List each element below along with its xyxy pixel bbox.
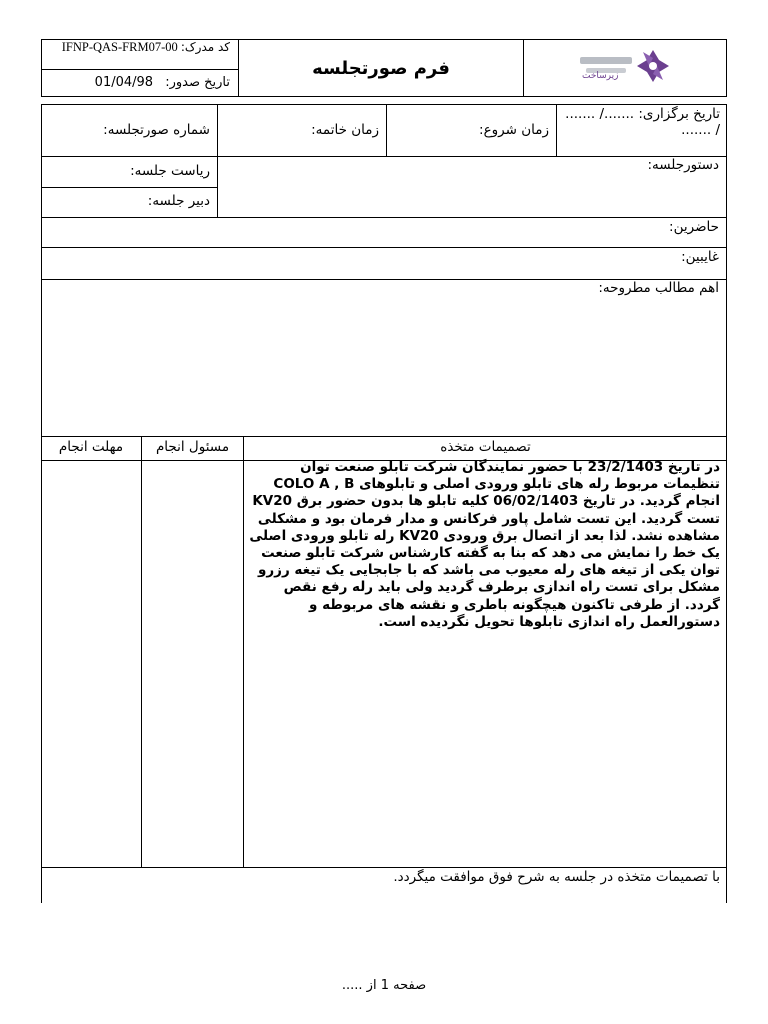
document-code: [41, 39, 238, 70]
meeting-date-field: [560, 106, 720, 154]
end-time-label: زمان خاتمه:: [311, 122, 379, 138]
absentees-label: غایبین:: [681, 249, 719, 265]
page-number: صفحه 1 از .....: [341, 978, 427, 993]
issue-date-label: تاریخ صدور:: [165, 75, 230, 90]
decisions-body: در تاریخ 23/2/1403 با حضور نمایندگان شرکت تابلو صنعت توان تنظیمات مربوط رله های تابلو ورودی اصلی و تابلوهای COLO A , B انجام گردید. در تاریخ 06/02/1403 کلیه تابلو ها بدون حضور برق KV20 تست گردید. این تست شامل پاور فرکانس و مدار فرمان بود و مشکلی مشاهده نشد. لذا بعد از اتصال برق ورودی KV20 رله تابلو ورودی اصلی یک خط را نمایش می دهد که بنا به گفته کارشناس شرکت تابلو صنعت توان یکی از تیغه های رله معیوب می باشد که با جابجایی یک تیغه رزرو مشکل برای تست راه اندازی برطرف گردید ولی باید رله رفع نقص گردد. از طرفی تاکنون هیچگونه باطری و نقشه های مربوطه و دستورالعمل راه اندازی تابلوها تحویل نگردیده است.: [249, 459, 720, 630]
company-logo-icon: [576, 43, 676, 89]
approval-statement: با تصمیمات متخذه در جلسه به شرح فوق موافقت میگردد.: [393, 869, 720, 885]
meeting-date-value: ......./ ....... / .......: [565, 106, 720, 138]
topics-label: اهم مطالب مطروحه:: [598, 280, 719, 296]
start-time-label: زمان شروع:: [479, 122, 549, 138]
meeting-number-label: شماره صورتجلسه:: [103, 122, 210, 138]
deadline-header: مهلت انجام: [58, 439, 124, 455]
logo-cell: [523, 39, 727, 97]
document-code-value: IFNP-QAS-FRM07-00: [61, 40, 178, 54]
meeting-date-label: تاریخ برگزاری:: [638, 106, 720, 122]
responsible-header: مسئول انجام: [155, 439, 230, 455]
agenda-label: دستورجلسه:: [647, 157, 719, 173]
logo-subtext: زیرساخت: [582, 71, 619, 81]
document-code-label: کد مدرک:: [180, 40, 230, 54]
attendees-label: حاضرین:: [669, 219, 719, 235]
chair-label: ریاست جلسه:: [130, 163, 210, 179]
issue-date-value: 01/04/98: [94, 75, 154, 90]
issue-date: [41, 70, 238, 97]
decisions-header: تصمیمات متخذه: [440, 439, 531, 455]
secretary-label: دبیر جلسه:: [147, 193, 210, 209]
form-title: فرم صورتجلسه: [238, 39, 523, 97]
